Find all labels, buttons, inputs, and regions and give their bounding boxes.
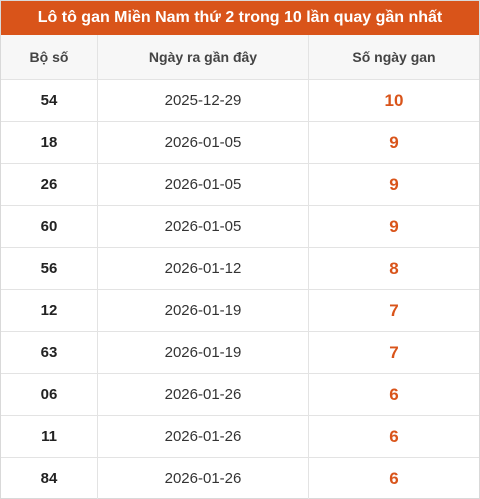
row-date: 2026-01-05	[98, 164, 309, 205]
header-number: Bộ số	[1, 35, 98, 79]
row-days: 7	[389, 342, 399, 362]
row-number: 12	[1, 290, 98, 331]
header-last-date: Ngày ra gần đây	[98, 35, 309, 79]
row-date: 2026-01-19	[98, 290, 309, 331]
row-date: 2026-01-26	[98, 374, 309, 415]
row-days: 9	[389, 216, 399, 236]
row-number: 18	[1, 122, 98, 163]
row-date: 2026-01-05	[98, 122, 309, 163]
row-date: 2026-01-05	[98, 206, 309, 247]
table-row	[1, 206, 479, 248]
header-days-gan: Số ngày gan	[352, 49, 436, 65]
row-number: 63	[1, 332, 98, 373]
row-days: 6	[389, 468, 399, 488]
row-date: 2026-01-26	[98, 416, 309, 457]
table-row	[1, 80, 479, 122]
row-number: 26	[1, 164, 98, 205]
row-number: 60	[1, 206, 98, 247]
table-row	[1, 374, 479, 416]
table-row	[1, 122, 479, 164]
table-row	[1, 416, 479, 458]
table-row	[1, 458, 479, 499]
row-days: 6	[389, 426, 399, 446]
row-number: 56	[1, 248, 98, 289]
table-row	[1, 290, 479, 332]
table-header	[1, 35, 479, 80]
row-number: 84	[1, 458, 98, 499]
row-date: 2025-12-29	[98, 80, 309, 121]
row-number: 06	[1, 374, 98, 415]
row-date: 2026-01-26	[98, 458, 309, 499]
row-number: 11	[1, 416, 98, 457]
table-title: Lô tô gan Miền Nam thứ 2 trong 10 lần quay gần nhất	[1, 1, 479, 35]
row-days: 6	[389, 384, 399, 404]
table-row	[1, 164, 479, 206]
row-date: 2026-01-12	[98, 248, 309, 289]
row-days: 9	[389, 132, 399, 152]
row-days: 9	[389, 174, 399, 194]
table-row	[1, 332, 479, 374]
row-days: 7	[389, 300, 399, 320]
row-date: 2026-01-19	[98, 332, 309, 373]
row-days: 8	[389, 258, 399, 278]
row-days: 10	[384, 90, 404, 110]
table-row	[1, 248, 479, 290]
row-number: 54	[1, 80, 98, 121]
